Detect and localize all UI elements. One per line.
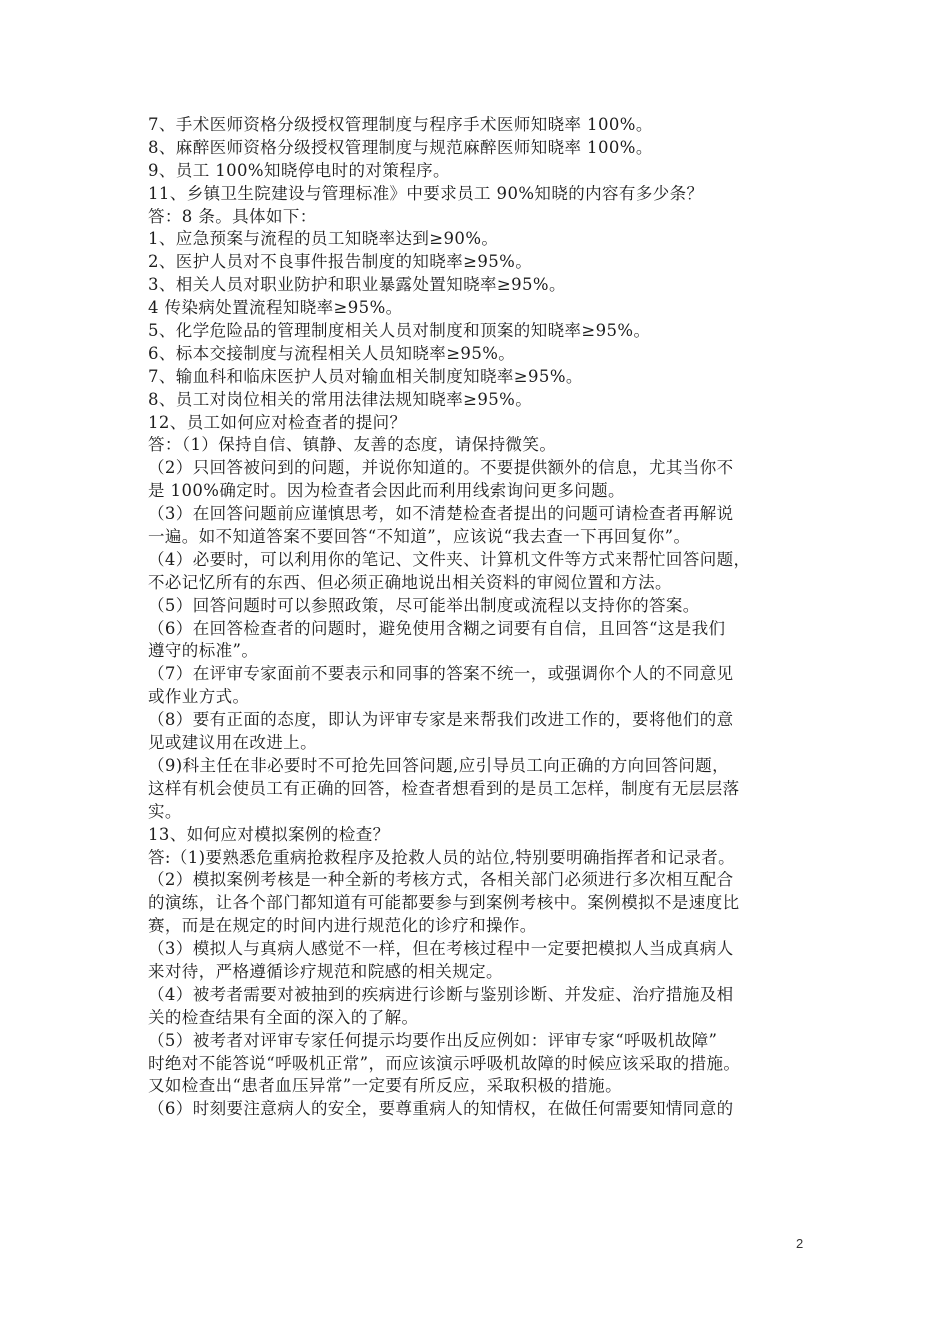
- text-line: 7、手术医师资格分级授权管理制度与程序手术医师知晓率 100%。: [148, 115, 653, 134]
- text-line: （3）在回答问题前应谨慎思考，如不清楚检查者提出的问题可请检查者再解说: [148, 504, 734, 524]
- text-line: 遵守的标准”。: [148, 641, 259, 661]
- text-line: （4）被考者需要对被抽到的疾病进行诊断与鉴别诊断、并发症、治疗措施及相: [148, 984, 734, 1004]
- text-line: 1、应急预案与流程的员工知晓率达到≥90%。: [148, 229, 499, 249]
- text-line: 赛，而是在规定的时间内进行规范化的诊疗和操作。: [148, 916, 537, 936]
- text-line: 8、麻醉医师资格分级授权管理制度与规范麻醉医师知晓率 100%。: [148, 137, 653, 157]
- text-line: 的演练，让各个部门都知道有可能都要参与到案例考核中。案例模拟不是速度比: [148, 893, 740, 913]
- text-line: 时绝对不能答说“呼吸机正常”，而应该演示呼吸机故障的时候应该采取的措施。: [148, 1053, 741, 1073]
- text-line: 是 100%确定时。因为检查者会因此而利用线索询问更多问题。: [148, 481, 625, 501]
- text-line: 6、标本交接制度与流程相关人员知晓率≥95%。: [148, 343, 516, 363]
- text-line: 4 传染病处置流程知晓率≥95%。: [148, 298, 403, 318]
- text-line: （4）必要时，可以利用你的笔记、文件夹、计算机文件等方式来帮忙回答问题，: [148, 549, 751, 569]
- text-line: （2）只回答被问到的问题，并说你知道的。不要提供额外的信息，尤其当你不: [148, 458, 734, 478]
- text-line: 9、员工 100%知晓停电时的对策程序。: [148, 160, 450, 180]
- text-line: 13、如何应对模拟案例的检查？: [148, 824, 390, 844]
- text-line: 答：8 条。具体如下：: [148, 206, 317, 226]
- text-line: （5）回答问题时可以参照政策，尽可能举出制度或流程以支持你的答案。: [148, 595, 700, 615]
- text-line: 11、乡镇卫生院建设与管理标准》中要求员工 90%知晓的内容有多少条？: [148, 183, 704, 203]
- text-line: 8、员工对岗位相关的常用法律法规知晓率≥95%。: [148, 389, 533, 409]
- text-line: （8）要有正面的态度，即认为评审专家是来帮我们改进工作的，要将他们的意: [148, 710, 734, 730]
- page-number: 2: [796, 1236, 804, 1251]
- document-body: [148, 114, 818, 1121]
- text-line: 答：（1）保持自信、镇静、友善的态度，请保持微笑。: [148, 435, 557, 455]
- text-line: （3）模拟人与真病人感觉不一样，但在考核过程中一定要把模拟人当成真病人: [148, 939, 734, 959]
- text-line: 不必记忆所有的东西、但必须正确地说出相关资料的审阅位置和方法。: [148, 572, 672, 592]
- text-line: （6）时刻要注意病人的安全，要尊重病人的知情权，在做任何需要知情同意的: [148, 1099, 734, 1119]
- text-line: 或作业方式。: [148, 687, 250, 707]
- text-line: 2、医护人员对不良事件报告制度的知晓率≥95%。: [148, 252, 533, 272]
- text-line: 又如检查出“患者血压异常”一定要有所反应，采取积极的措施。: [148, 1076, 622, 1096]
- text-line: 实。: [148, 801, 182, 821]
- text-line: （7）在评审专家面前不要表示和同事的答案不统一，或强调你个人的不同意见: [148, 664, 734, 684]
- text-line: 3、相关人员对职业防护和职业暴露处置知晓率≥95%。: [148, 275, 566, 295]
- text-line: 一遍。如不知道答案不要回答“不知道”，应该说“我去查一下再回复你”。: [148, 527, 691, 547]
- text-line: （5）被考者对评审专家任何提示均要作出反应例如：评审专家“呼吸机故障”: [148, 1030, 718, 1050]
- text-line: 5、化学危险品的管理制度相关人员对制度和顶案的知晓率≥95%。: [148, 321, 651, 341]
- text-line: 这样有机会使员工有正确的回答，检查者想看到的是员工怎样，制度有无层层落: [148, 778, 740, 798]
- text-line: 关的检查结果有全面的深入的了解。: [148, 1007, 419, 1027]
- text-line: （6）在回答检查者的问题时，避免使用含糊之词要有自信，且回答“这是我们: [148, 618, 726, 638]
- text-line: 来对待，严格遵循诊疗规范和院感的相关规定。: [148, 961, 503, 981]
- text-line: （9)科主任在非必要时不可抢先回答问题,应引导员工向正确的方向回答问题，: [148, 755, 730, 775]
- text-line: 12、员工如何应对检查者的提问？: [148, 412, 407, 432]
- text-line: 见或建议用在改进上。: [148, 733, 317, 753]
- text-line: （2）模拟案例考核是一种全新的考核方式，各相关部门必须进行多次相互配合: [148, 870, 734, 890]
- text-line: 7、输血科和临床医护人员对输血相关制度知晓率≥95%。: [148, 366, 583, 386]
- text-line: 答:（1)要熟悉危重病抢救程序及抢救人员的站位,特别要明确指挥者和记录者。: [148, 847, 736, 867]
